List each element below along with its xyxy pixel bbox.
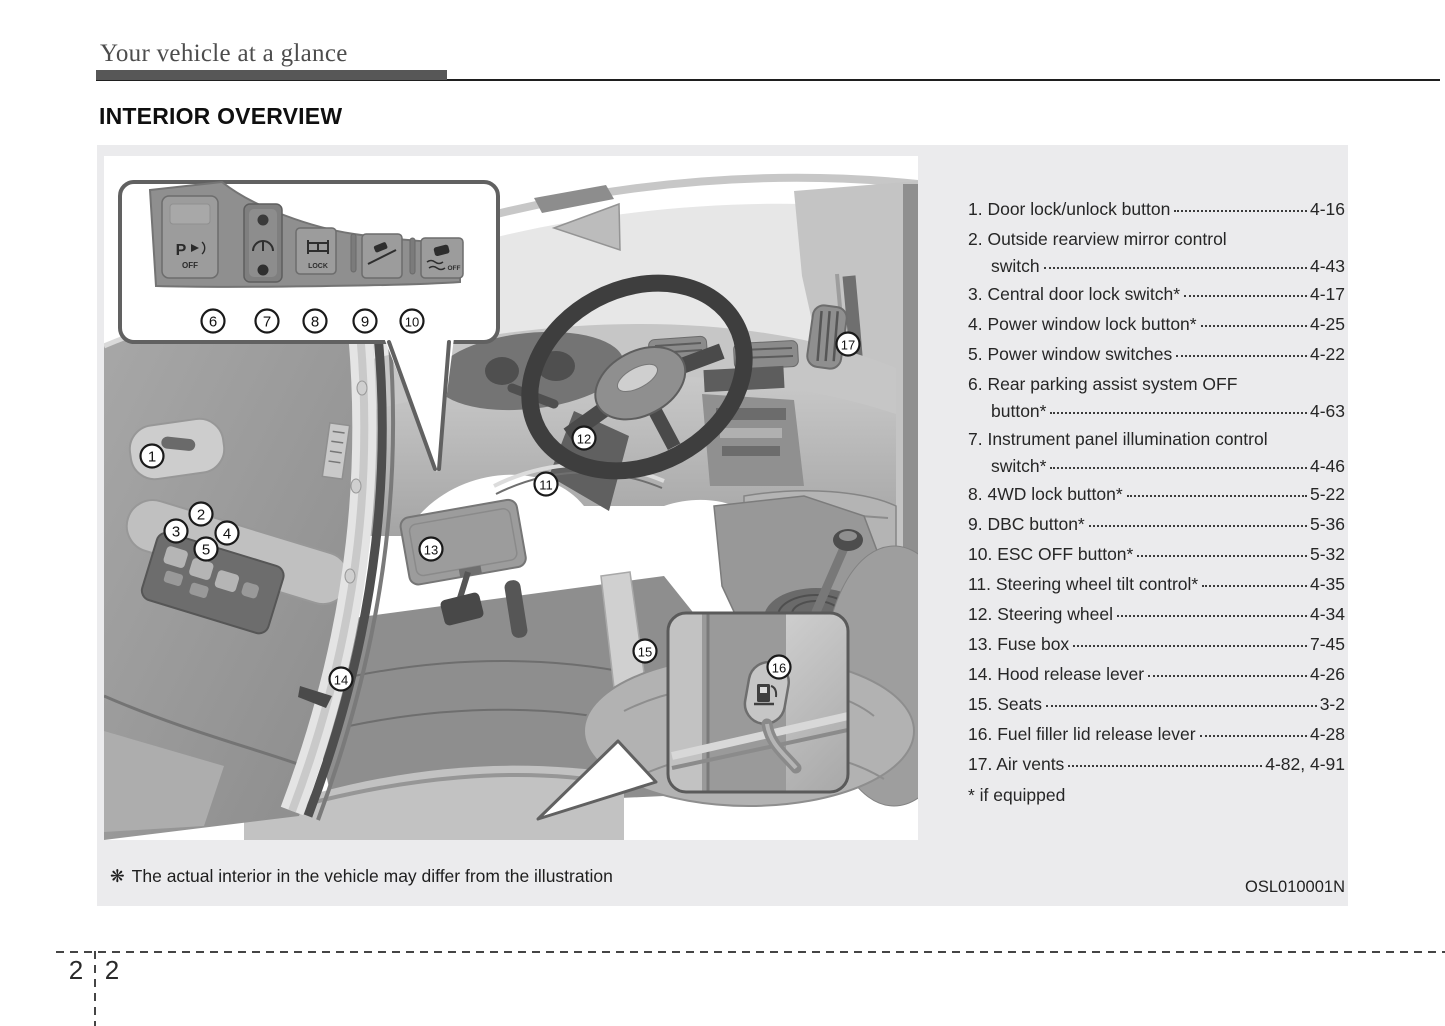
badge-number-17: 17 (840, 337, 856, 353)
dotted-leader (1068, 765, 1262, 767)
dotted-leader (1050, 467, 1307, 469)
dotted-leader (1200, 735, 1307, 737)
equipped-footnote: * if equipped (968, 785, 1066, 805)
legend-page-ref: 4-82, 4-91 (1265, 754, 1345, 774)
legend-page-ref: 5-32 (1309, 544, 1345, 564)
page-header-title: Your vehicle at a glance (100, 40, 348, 67)
legend-page-ref: 4-26 (1309, 664, 1345, 684)
badge-number-8: 8 (310, 313, 320, 331)
legend-page-ref: 5-36 (1309, 514, 1345, 534)
legend-page-ref: 7-45 (1309, 634, 1345, 654)
dotted-leader (1201, 325, 1307, 327)
legend-item-line (968, 689, 1345, 719)
dotted-leader (1127, 495, 1307, 497)
legend-list (968, 194, 1345, 810)
dotted-leader (1202, 585, 1307, 587)
legend-item-text: 8. 4WD lock button* (968, 484, 1123, 504)
illumination-rocker (244, 204, 282, 282)
badge-number-2: 2 (196, 506, 206, 524)
badge-number-15: 15 (637, 644, 653, 660)
badge-number-10: 10 (404, 314, 420, 330)
lock-label: LOCK (308, 263, 328, 270)
legend-item-text: switch (991, 256, 1040, 276)
legend-item-line (968, 509, 1345, 539)
content-panel (97, 145, 1348, 906)
legend-item-line (968, 719, 1345, 749)
badge-number-14: 14 (333, 672, 349, 688)
legend-item-line (968, 254, 1345, 279)
dotted-leader (1117, 615, 1307, 617)
section-title: INTERIOR OVERVIEW (99, 103, 343, 129)
legend-item-line (968, 479, 1345, 509)
legend-item-line (968, 454, 1345, 479)
legend-item-line (968, 539, 1345, 569)
legend-item-text: 14. Hood release lever (968, 664, 1145, 684)
interior-illustration-svg (104, 156, 918, 840)
legend-item-text: 17. Air vents (968, 754, 1065, 774)
footer-chapter-number: 2 (68, 955, 84, 985)
legend-item-line (968, 339, 1345, 369)
legend-page-ref: 4-63 (1309, 401, 1345, 421)
legend-item-line (968, 369, 1345, 399)
legend-item-text: 15. Seats (968, 694, 1042, 714)
dotted-leader (1050, 412, 1307, 414)
legend-item-text: 12. Steering wheel (968, 604, 1113, 624)
esc-off-label: OFF (447, 265, 461, 272)
legend-item-text: 5. Power window switches (968, 344, 1173, 364)
legend-page-ref: 4-43 (1309, 256, 1345, 276)
p-off-letter: P (175, 242, 187, 259)
header-rule-bar (96, 70, 447, 80)
legend-item-line (968, 749, 1345, 779)
legend-item-text: 9. DBC button* (968, 514, 1085, 534)
badge-number-3: 3 (171, 523, 181, 541)
legend-page-ref: 4-22 (1309, 344, 1345, 364)
legend-item-text: button* (991, 401, 1047, 421)
legend-item-line (968, 659, 1345, 689)
badge-number-13: 13 (423, 542, 439, 558)
legend-item-text: 6. Rear parking assist system OFF (968, 374, 1238, 394)
interior-figure (104, 156, 918, 840)
badge-number-4: 4 (222, 525, 232, 543)
badge-number-11: 11 (539, 477, 553, 493)
dotted-leader (1089, 525, 1307, 527)
legend-item-text: 7. Instrument panel illumination control (968, 429, 1268, 449)
badge-number-16: 16 (771, 660, 787, 676)
dotted-leader (1176, 355, 1307, 357)
parking-assist-off-button (162, 196, 218, 278)
footer-dashed-vline (94, 951, 96, 1026)
center-stack (702, 394, 804, 486)
legend-page-ref: 4-35 (1309, 574, 1345, 594)
legend-item-line (968, 194, 1345, 224)
note-text: The actual interior in the vehicle may differ from the illustration (131, 866, 613, 886)
legend-page-ref: 4-28 (1309, 724, 1345, 744)
legend-item-text: 11. Steering wheel tilt control* (968, 574, 1199, 594)
legend-item-text: 10. ESC OFF button* (968, 544, 1134, 564)
legend-item-text: 1. Door lock/unlock button (968, 199, 1171, 219)
legend-item-text: 2. Outside rearview mirror control (968, 229, 1227, 249)
legend-item-line (968, 279, 1345, 309)
dotted-leader (1073, 645, 1307, 647)
footer-dashed-hline (56, 951, 1445, 953)
footer-page-number: 2 (104, 955, 120, 985)
badge-number-6: 6 (208, 313, 218, 331)
legend-item-text: 3. Central door lock switch* (968, 284, 1181, 304)
badge-number-7: 7 (262, 313, 272, 331)
dotted-leader (1174, 210, 1307, 212)
4wd-lock-button (296, 228, 336, 274)
p-off-label: OFF (182, 261, 198, 270)
legend-item-text: 16. Fuel filler lid release lever (968, 724, 1196, 744)
legend-item-line (968, 599, 1345, 629)
legend-item-line (968, 309, 1345, 339)
legend-item-line (968, 424, 1345, 454)
legend-item-text: 13. Fuse box (968, 634, 1070, 654)
badge-number-5: 5 (201, 541, 211, 559)
legend-item-line (968, 629, 1345, 659)
dbc-button (362, 234, 402, 278)
figure-code: OSL010001N (1245, 878, 1345, 896)
legend-item-text: switch* (991, 456, 1047, 476)
legend-item-text: 4. Power window lock button* (968, 314, 1197, 334)
esc-off-button (421, 238, 463, 278)
legend-item-line (968, 569, 1345, 599)
legend-page-ref: 5-22 (1309, 484, 1345, 504)
badge-number-9: 9 (360, 313, 370, 331)
legend-page-ref: 4-46 (1309, 456, 1345, 476)
dotted-leader (1137, 555, 1307, 557)
dotted-leader (1046, 705, 1317, 707)
legend-page-ref: 4-25 (1309, 314, 1345, 334)
badge-number-12: 12 (576, 431, 592, 447)
legend-page-ref: 4-34 (1309, 604, 1345, 624)
badge-number-1: 1 (147, 448, 157, 466)
dotted-leader (1184, 295, 1307, 297)
legend-item-line (968, 224, 1345, 254)
dotted-leader (1044, 267, 1307, 269)
legend-page-ref: 4-16 (1309, 199, 1345, 219)
dotted-leader (1148, 675, 1307, 677)
note-asterisk-icon: ❋ (110, 866, 125, 886)
legend-page-ref: 3-2 (1319, 694, 1345, 714)
legend-item-line (968, 399, 1345, 424)
legend-page-ref: 4-17 (1309, 284, 1345, 304)
